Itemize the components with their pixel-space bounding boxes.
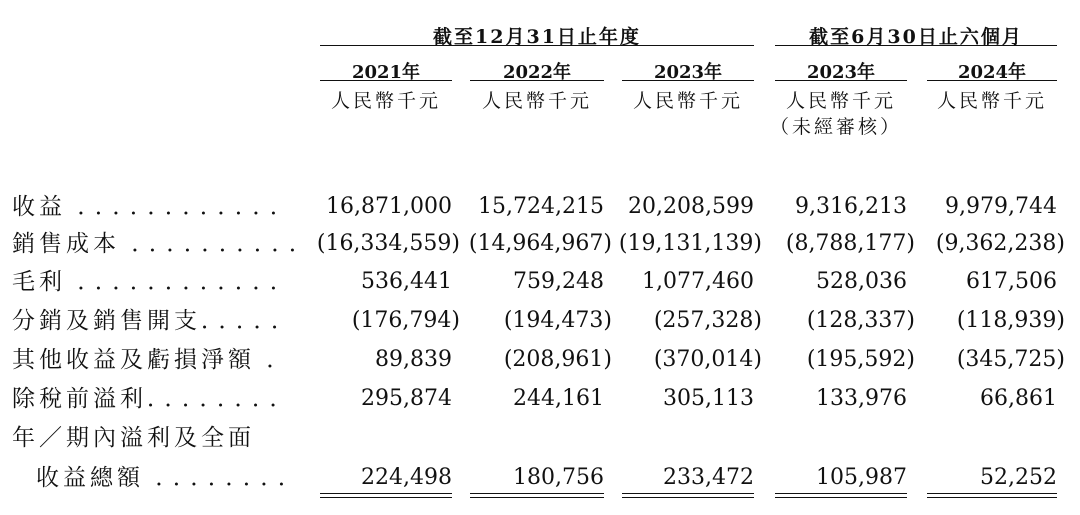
cell: 66,861 — [980, 386, 1057, 411]
cell: (370,014) — [653, 347, 762, 372]
cell: 233,472 — [663, 465, 754, 490]
cell: (8,788,177) — [785, 231, 915, 256]
cell: (19,131,139) — [618, 231, 762, 256]
cell: 9,979,744 — [945, 194, 1057, 219]
group-header-half: 截至6月30日止六個月 — [809, 26, 1023, 48]
cell: 52,252 — [980, 465, 1057, 490]
year-rule — [622, 80, 754, 81]
cell: 105,987 — [816, 465, 907, 490]
row-label: 毛利 ．．．．．．．．．．．． — [12, 269, 299, 295]
total-double-rule — [470, 493, 604, 498]
cell: (257,328) — [653, 308, 762, 333]
cell: 180,756 — [513, 465, 604, 490]
cell: 759,248 — [513, 269, 604, 294]
cell: 305,113 — [663, 386, 754, 411]
year-rule — [775, 80, 907, 81]
total-double-rule — [622, 493, 754, 498]
year-label: 2023年 — [806, 62, 876, 83]
cell: 15,724,215 — [478, 194, 604, 219]
cell: 536,441 — [361, 269, 452, 294]
year-label: 2024年 — [957, 62, 1027, 83]
cell: (128,337) — [806, 308, 915, 333]
unit-label: 人民幣千元 — [481, 90, 592, 112]
cell: (208,961) — [503, 347, 612, 372]
cell: (345,725) — [956, 347, 1065, 372]
year-rule — [470, 80, 604, 81]
group-header-half-rule — [775, 45, 1057, 46]
cell: (16,334,559) — [316, 231, 460, 256]
year-label: 2021年 — [351, 62, 421, 83]
cell: 9,316,213 — [795, 194, 907, 219]
total-double-rule — [927, 493, 1057, 498]
year-rule — [320, 80, 452, 81]
row-label: 分銷及銷售開支．．．．． — [12, 308, 300, 334]
total-double-rule — [320, 493, 452, 498]
cell: 295,874 — [361, 386, 452, 411]
row-label: 除稅前溢利．．．．．．．． — [12, 386, 299, 412]
row-label-line1: 年／期內溢利及全面 — [12, 425, 255, 451]
group-header-year: 截至12月31日止年度 — [433, 26, 641, 48]
cell: (118,939) — [956, 308, 1065, 333]
cell: 133,976 — [816, 386, 907, 411]
row-label: 銷售成本 ．．．．．．．．．． — [12, 231, 318, 257]
group-header-year-rule — [320, 45, 754, 46]
year-label: 2023年 — [653, 62, 723, 83]
year-rule — [927, 80, 1057, 81]
cell: 617,506 — [966, 269, 1057, 294]
cell: 1,077,460 — [642, 269, 754, 294]
cell: 528,036 — [816, 269, 907, 294]
cell: 224,498 — [361, 465, 452, 490]
cell: 20,208,599 — [628, 194, 754, 219]
year-label: 2022年 — [502, 62, 572, 83]
unit-label: 人民幣千元 — [330, 90, 441, 112]
unit-label: 人民幣千元 — [632, 90, 743, 112]
unit-label: 人民幣千元 — [785, 90, 896, 112]
cell: 16,871,000 — [326, 194, 452, 219]
cell: (194,473) — [503, 308, 612, 333]
unaudited-note: （未經審核） — [769, 116, 902, 138]
unit-label: 人民幣千元 — [936, 90, 1047, 112]
row-label-line2: 收益總額 ．．．．．．．． — [36, 465, 307, 491]
cell: 89,839 — [375, 347, 452, 372]
cell: 244,161 — [513, 386, 604, 411]
cell: (195,592) — [806, 347, 915, 372]
row-label: 其他收益及虧損淨額 ． — [12, 347, 296, 373]
cell: (14,964,967) — [468, 231, 612, 256]
cell: (9,362,238) — [935, 231, 1065, 256]
total-double-rule — [775, 493, 907, 498]
cell: (176,794) — [351, 308, 460, 333]
row-label: 收益 ．．．．．．．．．．．． — [12, 194, 299, 220]
